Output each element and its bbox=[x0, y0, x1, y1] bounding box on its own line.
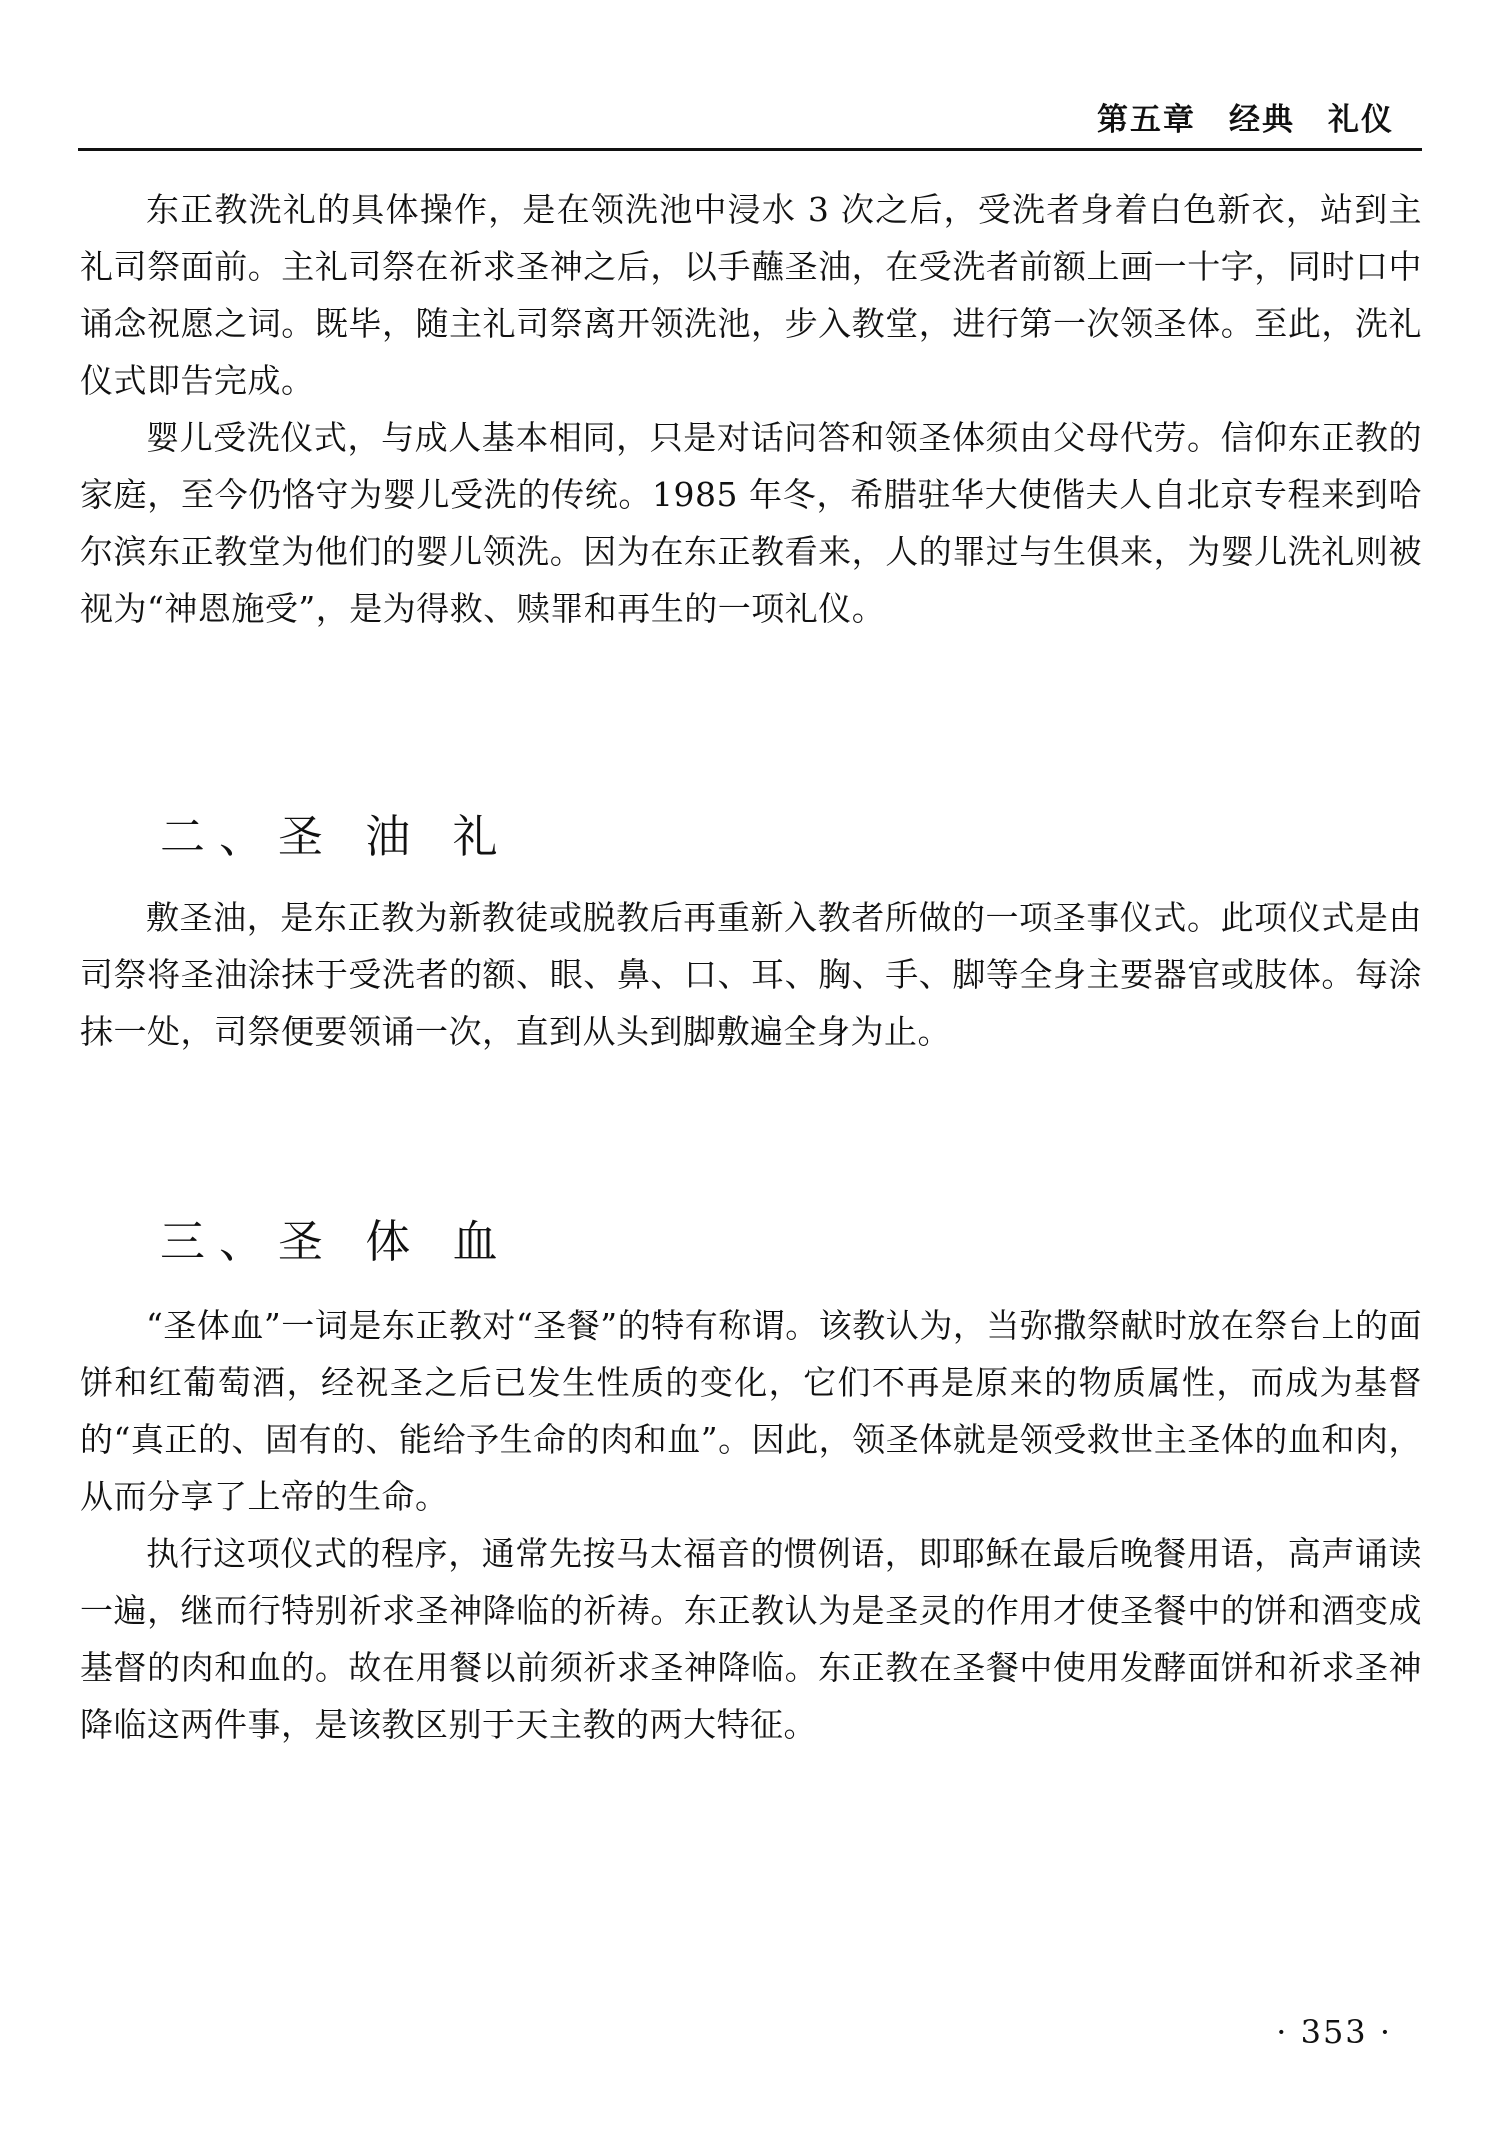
page-number: · 353 · bbox=[1276, 2013, 1392, 2051]
chapter-running-title: 第五章 经典 礼仪 bbox=[1097, 102, 1394, 138]
paragraph: 婴儿受洗仪式，与成人基本相同，只是对话问答和领圣体须由父母代劳。信仰东正教的家庭，至今仍恪守为婴儿受洗的传统。1985 年冬，希腊驻华大使偕夫人自北京专程来到哈尔滨东正教堂为他们的婴儿领洗。因为在东正教看来，人的罪过与生俱来，为婴儿洗礼则被视为“神恩施受”，是为得救、赎罪和再生的一项礼仪。 bbox=[80, 418, 1422, 628]
paragraph: 敷圣油，是东正教为新教徒或脱教后再重新入教者所做的一项圣事仪式。此项仪式是由司祭将圣油涂抹于受洗者的额、眼、鼻、口、耳、胸、手、脚等全身主要器官或肢体。每涂抹一处，司祭便要领诵一次，直到从头到脚敷遍全身为止。 bbox=[80, 898, 1422, 1051]
chrism-text-block bbox=[80, 889, 1422, 1060]
eucharist-text-block bbox=[80, 1297, 1422, 1753]
paragraph: 东正教洗礼的具体操作，是在领洗池中浸水 3 次之后，受洗者身着白色新衣，站到主礼司祭面前。主礼司祭在祈求圣神之后，以手蘸圣油，在受洗者前额上画一十字，同时口中诵念祝愿之词。既毕，随主礼司祭离开领洗池，步入教堂，进行第一次领圣体。至此，洗礼仪式即告完成。 bbox=[80, 190, 1422, 400]
paragraph: “圣体血”一词是东正教对“圣餐”的特有称谓。该教认为，当弥撒祭献时放在祭台上的面饼和红葡萄酒，经祝圣之后已发生性质的变化，它们不再是原来的物质属性，而成为基督的“真正的、固有的、能给予生命的肉和血”。因此，领圣体就是领受救世主圣体的血和肉，从而分享了上帝的生命。 bbox=[80, 1306, 1422, 1516]
paragraph: 执行这项仪式的程序，通常先按马太福音的惯例语，即耶稣在最后晚餐用语，高声诵读一遍，继而行特别祈求圣神降临的祈祷。东正教认为是圣灵的作用才使圣餐中的饼和酒变成基督的肉和血的。故在用餐以前须祈求圣神降临。东正教在圣餐中使用发酵面饼和祈求圣神降临这两件事，是该教区别于天主教的两大特征。 bbox=[80, 1534, 1422, 1744]
section-heading-eucharist: 三、圣 体 血 bbox=[160, 1215, 512, 1268]
running-header bbox=[78, 92, 1422, 151]
baptism-text-block bbox=[80, 181, 1422, 637]
section-heading-chrism: 二、圣 油 礼 bbox=[160, 810, 512, 863]
